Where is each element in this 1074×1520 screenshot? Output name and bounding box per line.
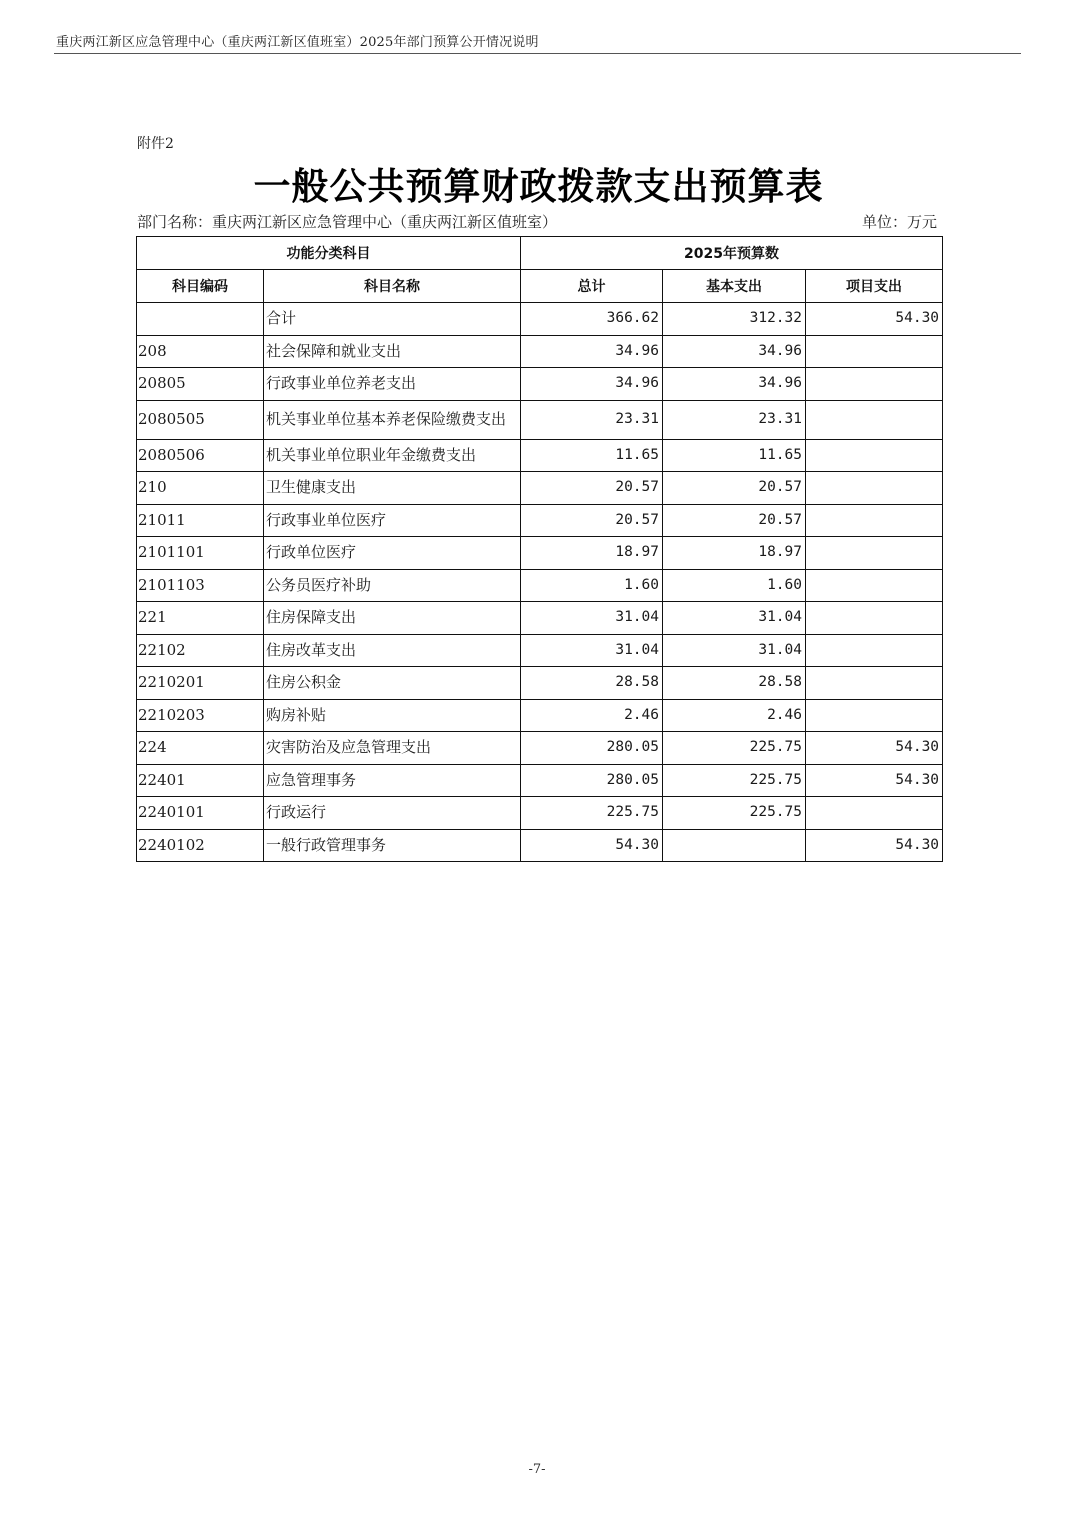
row-total-cell: 366.62 xyxy=(521,303,663,336)
attachment-label: 附件2 xyxy=(137,136,174,152)
column-header-row xyxy=(137,270,943,303)
row-basic-cell: 312.32 xyxy=(663,303,806,336)
row-basic-cell: 23.31 xyxy=(663,400,806,439)
row-name-cell: 住房公积金 xyxy=(264,667,521,700)
running-header: 重庆两江新区应急管理中心（重庆两江新区值班室）2025年部门预算公开情况说明 xyxy=(56,35,539,50)
page-title: 一般公共预算财政拨款支出预算表 xyxy=(253,165,824,208)
row-total-cell: 34.96 xyxy=(521,335,663,368)
table-row xyxy=(137,829,943,862)
row-name-cell: 行政事业单位养老支出 xyxy=(264,368,521,401)
table-row xyxy=(137,797,943,830)
row-project-cell xyxy=(806,439,943,472)
row-total-cell: 2.46 xyxy=(521,699,663,732)
table-row xyxy=(137,602,943,635)
table-row xyxy=(137,439,943,472)
row-basic-cell: 28.58 xyxy=(663,667,806,700)
row-project-cell xyxy=(806,472,943,505)
row-total-cell: 1.60 xyxy=(521,569,663,602)
row-code-cell: 208 xyxy=(137,335,264,368)
row-project-cell xyxy=(806,602,943,635)
budget-table xyxy=(136,236,943,862)
row-code-cell: 221 xyxy=(137,602,264,635)
row-project-cell xyxy=(806,400,943,439)
row-name-cell: 住房改革支出 xyxy=(264,634,521,667)
budget-year-header: 2025年预算数 xyxy=(521,237,943,270)
row-basic-cell: 11.65 xyxy=(663,439,806,472)
row-basic-cell: 18.97 xyxy=(663,537,806,570)
unit-label: 单位：万元 xyxy=(861,213,937,231)
row-name-cell: 机关事业单位职业年金缴费支出 xyxy=(264,439,521,472)
row-code-cell: 2210203 xyxy=(137,699,264,732)
table-row xyxy=(137,732,943,765)
table-row xyxy=(137,537,943,570)
row-code-cell: 22102 xyxy=(137,634,264,667)
department-name: 部门名称：重庆两江新区应急管理中心（重庆两江新区值班室） xyxy=(137,213,558,231)
classification-header: 功能分类科目 xyxy=(137,237,521,270)
row-basic-cell: 225.75 xyxy=(663,764,806,797)
table-row xyxy=(137,335,943,368)
row-total-cell: 280.05 xyxy=(521,764,663,797)
row-total-cell: 54.30 xyxy=(521,829,663,862)
row-total-cell: 31.04 xyxy=(521,634,663,667)
row-basic-cell: 34.96 xyxy=(663,368,806,401)
row-name-cell: 公务员医疗补助 xyxy=(264,569,521,602)
code-column-header: 科目编码 xyxy=(137,270,264,303)
row-basic-cell: 2.46 xyxy=(663,699,806,732)
row-project-cell: 54.30 xyxy=(806,829,943,862)
row-project-cell xyxy=(806,699,943,732)
row-project-cell: 54.30 xyxy=(806,764,943,797)
row-code-cell: 2080506 xyxy=(137,439,264,472)
row-name-cell: 行政运行 xyxy=(264,797,521,830)
table-row xyxy=(137,400,943,439)
row-code-cell: 2240101 xyxy=(137,797,264,830)
row-name-cell: 合计 xyxy=(264,303,521,336)
row-name-cell: 机关事业单位基本养老保险缴费支出 xyxy=(264,400,521,439)
row-basic-cell: 31.04 xyxy=(663,602,806,635)
row-project-cell xyxy=(806,797,943,830)
row-project-cell xyxy=(806,504,943,537)
row-project-cell xyxy=(806,335,943,368)
total-column-header: 总计 xyxy=(521,270,663,303)
row-name-cell: 社会保障和就业支出 xyxy=(264,335,521,368)
row-code-cell: 21011 xyxy=(137,504,264,537)
header-divider xyxy=(54,53,1021,54)
row-code-cell: 22401 xyxy=(137,764,264,797)
row-project-cell xyxy=(806,569,943,602)
row-total-cell: 34.96 xyxy=(521,368,663,401)
project-column-header: 项目支出 xyxy=(806,270,943,303)
row-total-cell: 280.05 xyxy=(521,732,663,765)
row-basic-cell xyxy=(663,829,806,862)
row-name-cell: 住房保障支出 xyxy=(264,602,521,635)
row-code-cell: 2210201 xyxy=(137,667,264,700)
table-row xyxy=(137,504,943,537)
page-number: -7- xyxy=(528,1462,546,1477)
row-total-cell: 11.65 xyxy=(521,439,663,472)
basic-column-header: 基本支出 xyxy=(663,270,806,303)
row-code-cell: 2101103 xyxy=(137,569,264,602)
row-project-cell xyxy=(806,634,943,667)
row-basic-cell: 31.04 xyxy=(663,634,806,667)
row-basic-cell: 1.60 xyxy=(663,569,806,602)
table-row xyxy=(137,303,943,336)
table-row xyxy=(137,368,943,401)
row-code-cell: 224 xyxy=(137,732,264,765)
row-project-cell xyxy=(806,368,943,401)
row-project-cell xyxy=(806,667,943,700)
row-code-cell xyxy=(137,303,264,336)
row-code-cell: 2080505 xyxy=(137,400,264,439)
row-project-cell: 54.30 xyxy=(806,303,943,336)
row-code-cell: 2240102 xyxy=(137,829,264,862)
row-total-cell: 18.97 xyxy=(521,537,663,570)
row-code-cell: 2101101 xyxy=(137,537,264,570)
group-header-row xyxy=(137,237,943,270)
row-name-cell: 一般行政管理事务 xyxy=(264,829,521,862)
row-project-cell xyxy=(806,537,943,570)
row-total-cell: 23.31 xyxy=(521,400,663,439)
row-basic-cell: 20.57 xyxy=(663,504,806,537)
row-code-cell: 20805 xyxy=(137,368,264,401)
row-total-cell: 225.75 xyxy=(521,797,663,830)
row-total-cell: 20.57 xyxy=(521,472,663,505)
row-total-cell: 28.58 xyxy=(521,667,663,700)
row-name-cell: 购房补贴 xyxy=(264,699,521,732)
table-row xyxy=(137,699,943,732)
table-row xyxy=(137,634,943,667)
table-row xyxy=(137,569,943,602)
row-total-cell: 31.04 xyxy=(521,602,663,635)
table-row xyxy=(137,764,943,797)
row-name-cell: 行政单位医疗 xyxy=(264,537,521,570)
row-name-cell: 行政事业单位医疗 xyxy=(264,504,521,537)
row-name-cell: 卫生健康支出 xyxy=(264,472,521,505)
name-column-header: 科目名称 xyxy=(264,270,521,303)
row-project-cell: 54.30 xyxy=(806,732,943,765)
row-code-cell: 210 xyxy=(137,472,264,505)
row-basic-cell: 225.75 xyxy=(663,797,806,830)
row-name-cell: 应急管理事务 xyxy=(264,764,521,797)
row-basic-cell: 20.57 xyxy=(663,472,806,505)
row-basic-cell: 34.96 xyxy=(663,335,806,368)
table-row xyxy=(137,667,943,700)
budget-table-body xyxy=(137,303,943,862)
table-row xyxy=(137,472,943,505)
row-basic-cell: 225.75 xyxy=(663,732,806,765)
row-name-cell: 灾害防治及应急管理支出 xyxy=(264,732,521,765)
row-total-cell: 20.57 xyxy=(521,504,663,537)
